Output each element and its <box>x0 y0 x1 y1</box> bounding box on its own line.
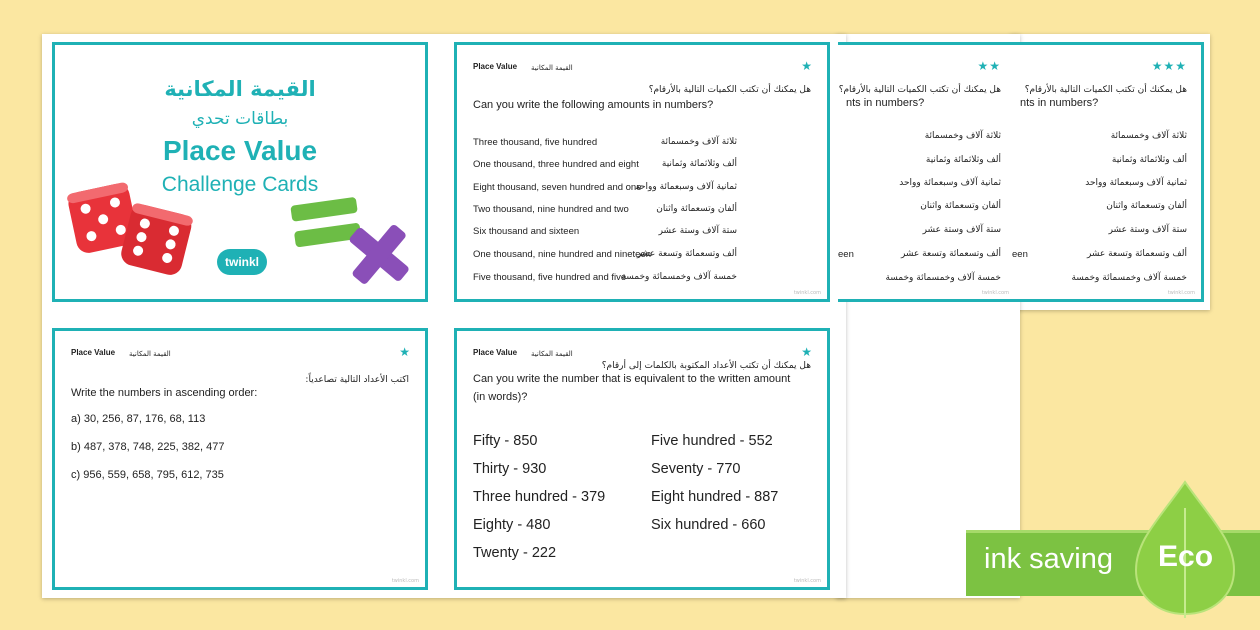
star-icon: ★★★ <box>1151 59 1187 73</box>
title-card <box>52 42 428 302</box>
question-arabic: هل يمكنك أن تكتب الكميات التالية بالأرقام؟ <box>838 85 1001 95</box>
question-english: Write the numbers in ascending order: <box>71 387 258 399</box>
amount-ar: ثمانية آلاف وسبعمائة وواحد <box>899 178 1001 188</box>
amount-ar: ألف وتسعمائة وتسعة عشر <box>900 249 1001 259</box>
footer-mark: twinkl.com <box>391 578 419 584</box>
words-card <box>454 328 830 590</box>
subtitle-arabic: بطاقات تحدي <box>191 109 289 129</box>
amounts-card-2 <box>838 42 1018 302</box>
card-heading-arabic: القيمة المكانية <box>129 350 171 358</box>
question-english-partial: nts in numbers? <box>846 97 925 109</box>
amount-ar: ثمانية آلاف وسبعمائة وواحد <box>635 182 737 192</box>
footer-mark: twinkl.com <box>1167 290 1195 296</box>
amount-ar: ألف وتسعمائة وتسعة عشر <box>1086 249 1187 259</box>
footer-mark: twinkl.com <box>793 578 821 584</box>
question-english-partial: nts in numbers? <box>1020 97 1099 109</box>
amount-ar: ألف وثلاثمائة وثمانية <box>661 159 737 169</box>
question-english: Can you write the following amounts in numbers? <box>473 99 714 111</box>
amount-en: Two thousand, nine hundred and two <box>473 204 629 215</box>
word-pair: Twenty - 222 <box>473 545 557 561</box>
card-heading: Place Value <box>71 348 116 357</box>
subtitle-english: Challenge Cards <box>161 173 319 196</box>
question-arabic: اكتب الأعداد التالية تصاعدياً: <box>305 375 409 385</box>
word-pair: Eight hundred - 887 <box>651 489 779 505</box>
amount-ar: ثلاثة آلاف وخمسمائة <box>924 131 1001 141</box>
question-arabic: هل يمكنك أن تكتب الأعداد المكتوبة بالكلمات إلى أرقام؟ <box>601 361 811 371</box>
word-pair: Eighty - 480 <box>473 517 551 533</box>
amount-ar: ستة آلاف وستة عشر <box>658 226 737 236</box>
twinkl-logo: twinkl <box>217 249 267 275</box>
amount-ar: ألف وثلاثمائة وثمانية <box>1111 155 1187 165</box>
word-pair: Five hundred - 552 <box>651 433 773 449</box>
word-pair: Seventy - 770 <box>651 461 741 477</box>
amounts-card <box>454 42 830 302</box>
word-pair: Six hundred - 660 <box>651 517 766 533</box>
card-heading-arabic: القيمة المكانية <box>531 64 573 72</box>
eco-banner-text: ink saving <box>984 543 1113 575</box>
amount-ar: ألف وثلاثمائة وثمانية <box>925 155 1001 165</box>
amount-ar: خمسة آلاف وخمسمائة وخمسة <box>621 272 737 282</box>
amounts-card-3 <box>1012 42 1204 302</box>
footer-mark: twinkl.com <box>981 290 1009 296</box>
amount-en-partial: een <box>838 249 854 260</box>
ordering-card <box>52 328 428 590</box>
title-english: Place Value <box>162 135 318 166</box>
question-english: Can you write the number that is equivalent to the written amount <box>473 373 791 385</box>
word-pair: Fifty - 850 <box>473 433 538 449</box>
amount-en: Eight thousand, seven hundred and one <box>473 182 642 193</box>
list-item: a) 30, 256, 87, 176, 68, 113 <box>71 413 206 425</box>
equals-plus-icon <box>287 193 417 293</box>
amount-ar: ستة آلاف وستة عشر <box>1108 225 1187 235</box>
amount-ar: ألف وتسعمائة وتسعة عشر <box>636 249 737 259</box>
amount-ar: خمسة آلاف وخمسمائة وخمسة <box>1071 273 1187 283</box>
dice-icon <box>65 175 195 285</box>
star-icon: ★ <box>801 345 813 359</box>
list-item: b) 487, 378, 748, 225, 382, 477 <box>71 441 225 453</box>
footer-mark: twinkl.com <box>793 290 821 296</box>
card-heading-arabic: القيمة المكانية <box>531 350 573 358</box>
card-heading: Place Value <box>473 62 518 71</box>
word-pair: Three hundred - 379 <box>473 489 606 505</box>
amount-en: One thousand, nine hundred and nineteen <box>473 249 652 260</box>
amount-ar: خمسة آلاف وخمسمائة وخمسة <box>885 273 1001 283</box>
list-item: c) 956, 559, 658, 795, 612, 735 <box>71 469 224 481</box>
amount-ar: ألفان وتسعمائة واثنان <box>1106 201 1187 211</box>
star-icon: ★★ <box>977 59 1001 73</box>
amount-ar: ستة آلاف وستة عشر <box>922 225 1001 235</box>
card-heading: Place Value <box>473 348 518 357</box>
amount-ar: ثلاثة آلاف وخمسمائة <box>1110 131 1187 141</box>
amount-en: Three thousand, five hundred <box>473 137 598 148</box>
amount-ar: ألفان وتسعمائة واثنان <box>656 204 737 214</box>
amount-ar: ثمانية آلاف وسبعمائة وواحد <box>1085 178 1187 188</box>
amount-ar: ثلاثة آلاف وخمسمائة <box>660 137 737 147</box>
eco-label: Eco <box>1158 540 1214 573</box>
question-english-cont: (in words)? <box>473 391 528 403</box>
amount-en: Five thousand, five hundred and five <box>473 272 627 283</box>
amount-en: One thousand, three hundred and eight <box>473 159 639 170</box>
title-arabic: القيمة المكانية <box>164 77 316 101</box>
star-icon: ★ <box>801 59 813 73</box>
amount-ar: ألفان وتسعمائة واثنان <box>920 201 1001 211</box>
question-arabic: هل يمكنك أن تكتب الكميات التالية بالأرقام؟ <box>648 85 811 95</box>
question-arabic: هل يمكنك أن تكتب الكميات التالية بالأرقام؟ <box>1024 85 1187 95</box>
amount-en: Six thousand and sixteen <box>473 226 580 237</box>
word-pair: Thirty - 930 <box>473 461 547 477</box>
amount-en-partial: een <box>1012 249 1028 260</box>
star-icon: ★ <box>399 345 411 359</box>
